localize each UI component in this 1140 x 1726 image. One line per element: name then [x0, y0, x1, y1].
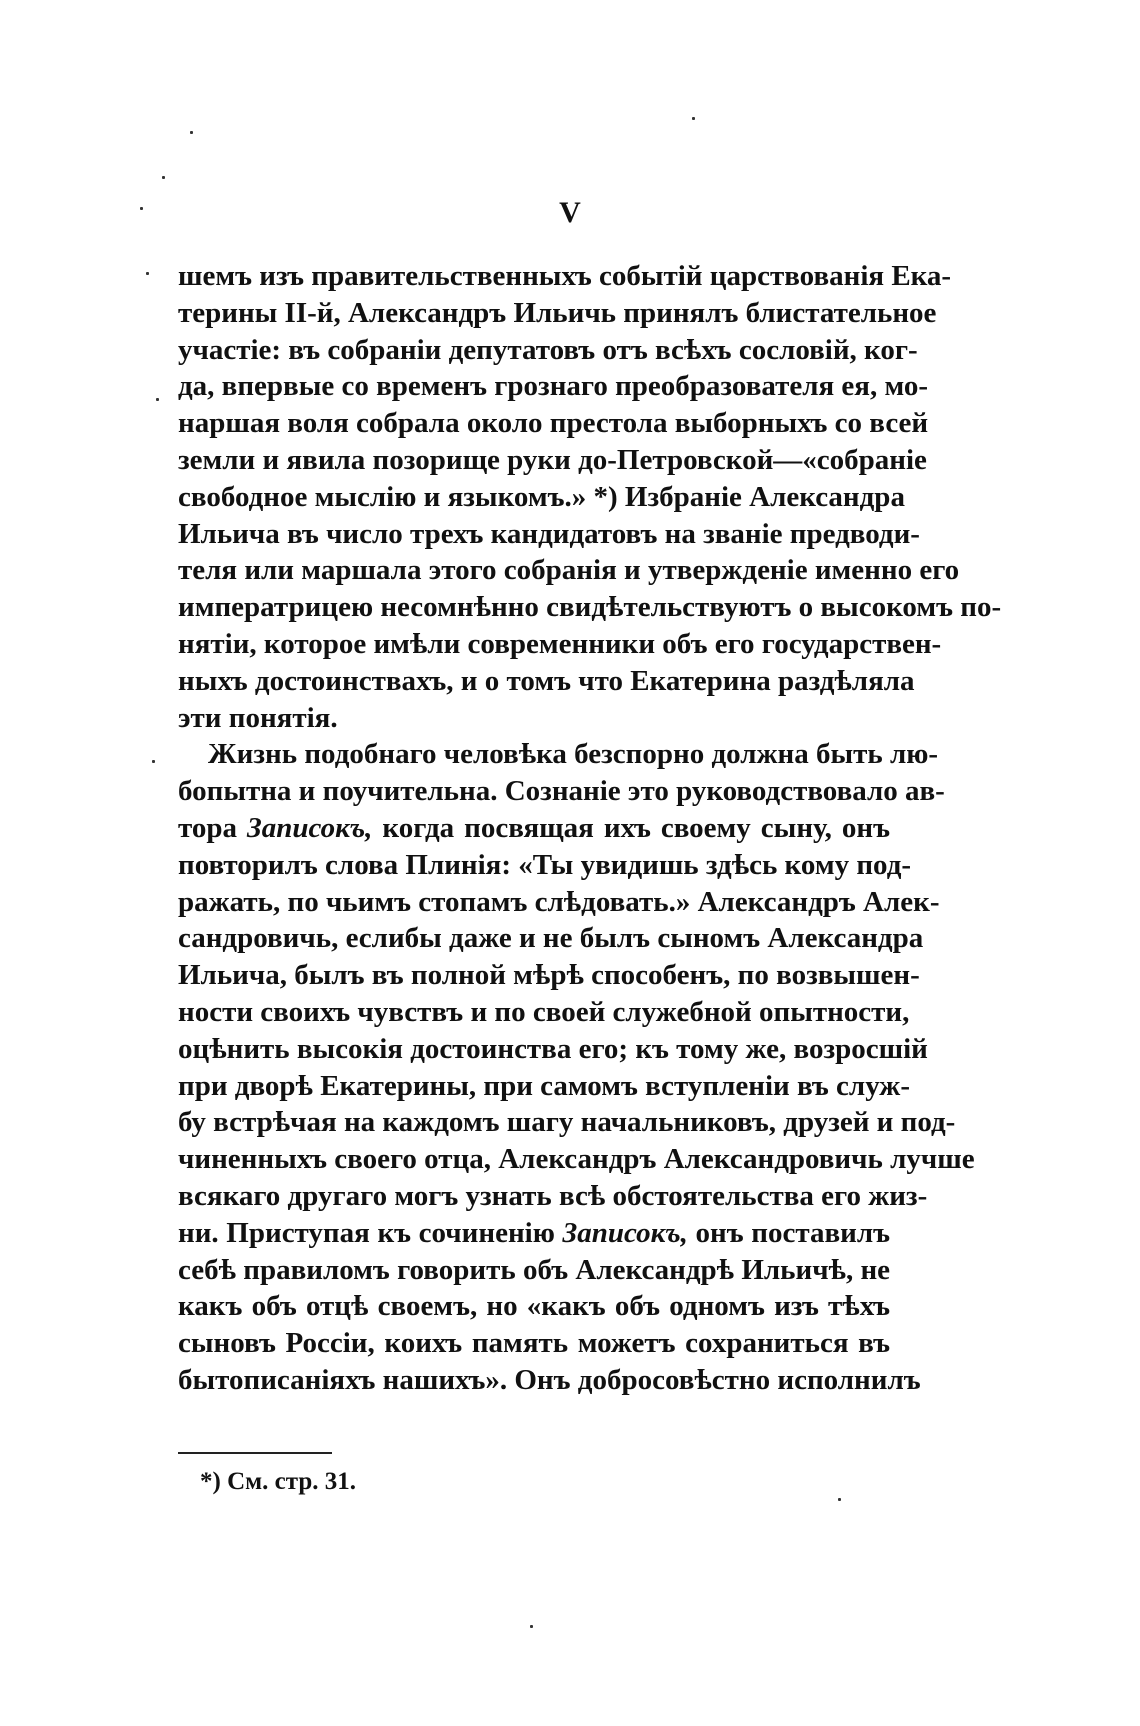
text-line: бопытна и поучительна. Сознаніе это руководствовало ав-	[178, 775, 945, 808]
text-line: Ильича въ число трехъ кандидатовъ на званіе предводи-	[178, 517, 920, 550]
text-line: Ильича, былъ въ полной мѣрѣ способенъ, по возвышен-	[178, 959, 920, 992]
footnote: *) См. стр. 31.	[200, 1468, 356, 1495]
text-line: эти понятія.	[178, 701, 338, 734]
scan-speck	[152, 760, 155, 763]
text-line	[178, 1215, 890, 1252]
text-line: чиненныхъ своего отца, Александръ Александровичь лучше	[178, 1143, 975, 1176]
text-line: участіе: въ собраніи депутатовъ отъ всѣхъ сословій, ког-	[178, 333, 918, 366]
text-line: сыновъ Россіи, коихъ память можетъ сохраниться въ	[178, 1327, 890, 1360]
text-fragment: ни. Приступая къ сочиненію	[178, 1216, 555, 1249]
text-line: всякаго другаго могъ узнать всѣ обстоятельства его жиз-	[178, 1179, 928, 1212]
text-line: ныхъ достоинствахъ, и о томъ что Екатерина раздѣляла	[178, 664, 915, 697]
scan-speck	[530, 1625, 533, 1628]
text-line: ности своихъ чувствъ и по своей служебной опытности,	[178, 995, 910, 1028]
text-line: свободное мыслію и языкомъ.» *) Избраніе Александра	[178, 480, 905, 513]
text-line	[178, 810, 890, 847]
italic-title: Записокъ,	[562, 1216, 688, 1249]
text-line: терины II-й, Александръ Ильичь принялъ блистательное	[178, 296, 937, 329]
scan-speck	[838, 1498, 841, 1501]
scan-speck	[190, 131, 193, 134]
scan-speck	[146, 272, 149, 275]
page-number: V	[559, 196, 581, 229]
text-fragment: тора	[178, 811, 237, 844]
text-line: повторилъ слова Плинія: «Ты увидишь здѣсь кому под-	[178, 848, 912, 881]
italic-title: Записокъ,	[247, 811, 373, 844]
text-line: бу встрѣчая на каждомъ шагу начальниковъ, друзей и под-	[178, 1106, 956, 1139]
scan-speck	[692, 117, 695, 120]
text-line: да, впервые со временъ грознаго преобразователя ея, мо-	[178, 370, 929, 403]
text-line: ражать, по чьимъ стопамъ слѣдовать.» Александръ Алек-	[178, 885, 940, 918]
scan-speck	[156, 398, 159, 401]
text-line: себѣ правиломъ говорить объ Александрѣ Ильичѣ, не	[178, 1253, 891, 1286]
scan-speck	[140, 207, 143, 210]
text-line: земли и явила позорище руки до-Петровской—«собраніе	[178, 443, 927, 476]
text-line: Жизнь подобнаго человѣка безспорно должна быть лю-	[208, 738, 939, 771]
text-fragment: когда посвящая ихъ своему сыну, онъ	[382, 811, 890, 844]
text-line: оцѣнить высокія достоинства его; къ тому же, возросшій	[178, 1032, 928, 1065]
footnote-divider	[178, 1452, 332, 1454]
text-line: императрицею несомнѣнно свидѣтельствуютъ о высокомъ по-	[178, 591, 1002, 624]
text-fragment: онъ поставилъ	[695, 1216, 890, 1249]
text-line: бытописаніяхъ нашихъ». Онъ добросовѣстно исполнилъ	[178, 1363, 921, 1396]
text-line: при дворѣ Екатерины, при самомъ вступленіи въ служ-	[178, 1069, 910, 1102]
text-line: сандровичь, еслибы даже и не былъ сыномъ Александра	[178, 922, 924, 955]
scan-speck	[162, 176, 165, 179]
text-line: теля или маршала этого собранія и утвержденіе именно его	[178, 554, 960, 587]
body-text	[178, 258, 1002, 1399]
text-line: нятіи, которое имѣли современники объ его государствен-	[178, 627, 942, 660]
text-line: шемъ изъ правительственныхъ событій царствованія Ека-	[178, 260, 952, 292]
text-line: какъ объ отцѣ своемъ, но «какъ объ одномъ изъ тѣхъ	[178, 1290, 890, 1323]
text-line: наршая воля собрала около престола выборныхъ со всей	[178, 407, 929, 440]
